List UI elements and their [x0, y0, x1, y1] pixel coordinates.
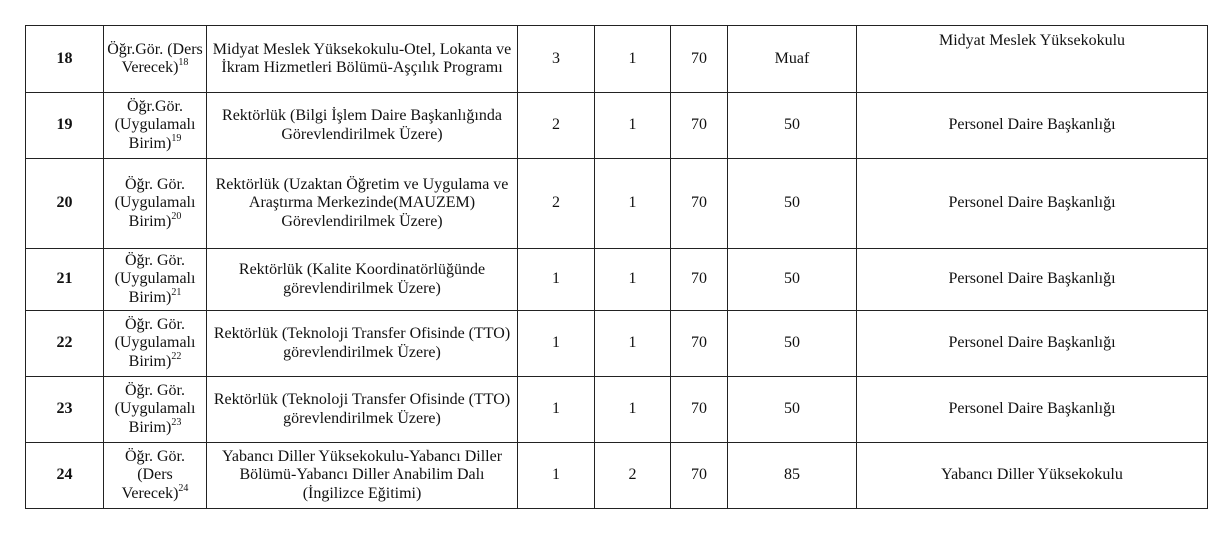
- position-title: [104, 443, 207, 509]
- col-6-value: [728, 26, 857, 93]
- col-5-value-text: 70: [691, 466, 707, 484]
- col-3-value: [518, 249, 595, 311]
- position-title-text: Öğr.Gör. (Uygulamalı Birim): [114, 98, 196, 152]
- footnote-marker: 18: [178, 57, 189, 68]
- row-number-text: 18: [56, 49, 73, 67]
- col-3-value: [518, 311, 595, 377]
- row-number: [26, 93, 104, 159]
- position-title-text: Öğr. Gör. (Ders Verecek): [121, 448, 185, 502]
- unit-description: [207, 443, 518, 509]
- unit-description: [207, 159, 518, 249]
- col-3-value: [518, 159, 595, 249]
- unit-description-text: Midyat Meslek Yüksekokulu-Otel, Lokanta ve İkram Hizmetleri Bölümü-Aşçılık Programı: [212, 40, 512, 76]
- col-5-value: [671, 249, 728, 311]
- col-4-value-text: 2: [628, 466, 637, 484]
- unit-description: [207, 377, 518, 443]
- organization-text: Midyat Meslek Yüksekokulu: [938, 32, 1126, 49]
- organization: [857, 249, 1208, 311]
- col-5-value-text: 70: [691, 400, 707, 418]
- col-3-value: [518, 377, 595, 443]
- organization-text: Personel Daire Başkanlığı: [948, 270, 1116, 288]
- col-3-value-text: 1: [552, 270, 560, 288]
- row-number: [26, 249, 104, 311]
- table-row: [26, 377, 1208, 443]
- col-3-value: [518, 443, 595, 509]
- col-5-value: [671, 159, 728, 249]
- col-4-value: [595, 249, 671, 311]
- organization: [857, 311, 1208, 377]
- unit-description-text: Rektörlük (Bilgi İşlem Daire Başkanlığında Görevlendirilmek Üzere): [222, 107, 502, 143]
- col-5-value-text: 70: [691, 116, 707, 134]
- col-6-value-text: 50: [784, 194, 800, 212]
- row-number: [26, 311, 104, 377]
- organization: [857, 26, 1208, 93]
- footnote-marker: 24: [178, 482, 189, 494]
- col-6-value-text: Muaf: [774, 49, 810, 67]
- col-4-value: [595, 93, 671, 159]
- position-title: [104, 249, 207, 311]
- row-number: [26, 377, 104, 443]
- row-number: [26, 26, 104, 93]
- position-title: [104, 311, 207, 377]
- unit-description-text: Yabancı Diller Yüksekokulu-Yabancı Diller Bölümü-Yabancı Diller Anabilim Dalı (İngilizce Eğitimi): [221, 448, 503, 502]
- col-4-value-text: 1: [628, 49, 637, 67]
- organization-text: Personel Daire Başkanlığı: [948, 116, 1116, 134]
- position-title-text: Öğr. Gör. (Uygulamalı Birim): [114, 382, 196, 436]
- unit-description-text: Rektörlük (Teknoloji Transfer Ofisinde (TTO) görevlendirilmek Üzere): [213, 391, 511, 427]
- organization-text: Personel Daire Başkanlığı: [948, 334, 1116, 352]
- col-5-value-text: 70: [691, 270, 707, 288]
- position-title: [104, 26, 207, 93]
- row-number-text: 22: [56, 334, 73, 352]
- row-number-text: 19: [56, 116, 73, 134]
- unit-description: [207, 26, 518, 93]
- position-title: [104, 159, 207, 249]
- organization: [857, 159, 1208, 249]
- unit-description: [207, 249, 518, 311]
- position-title: [104, 93, 207, 159]
- col-6-value: [728, 93, 857, 159]
- col-5-value: [671, 377, 728, 443]
- col-4-value: [595, 311, 671, 377]
- table-row: [26, 443, 1208, 509]
- col-3-value-text: 1: [552, 400, 560, 418]
- position-title-text: Öğr. Gör. (Uygulamalı Birim): [114, 252, 196, 306]
- position-title: [104, 377, 207, 443]
- col-6-value-text: 50: [784, 334, 800, 352]
- table-row: [26, 311, 1208, 377]
- unit-description: [207, 93, 518, 159]
- positions-table: [25, 25, 1208, 509]
- row-number-text: 20: [56, 194, 73, 212]
- footnote-marker: 22: [171, 350, 182, 362]
- col-6-value: [728, 159, 857, 249]
- col-6-value-text: 50: [784, 116, 800, 134]
- col-5-value: [671, 93, 728, 159]
- table-row: [26, 249, 1208, 311]
- col-4-value: [595, 159, 671, 249]
- col-4-value-text: 1: [628, 400, 637, 418]
- position-title-text: Öğr. Gör. (Uygulamalı Birim): [114, 176, 196, 230]
- col-6-value-text: 50: [784, 270, 800, 288]
- col-5-value: [671, 311, 728, 377]
- col-5-value: [671, 443, 728, 509]
- row-number: [26, 443, 104, 509]
- col-4-value-text: 1: [628, 194, 637, 212]
- col-4-value-text: 1: [628, 116, 637, 134]
- unit-description-text: Rektörlük (Uzaktan Öğretim ve Uygulama ve Araştırma Merkezinde(MAUZEM) Görevlendirilmek Üzere): [215, 176, 509, 230]
- col-3-value: [518, 93, 595, 159]
- row-number: [26, 159, 104, 249]
- col-5-value-text: 70: [691, 49, 707, 67]
- col-6-value: [728, 443, 857, 509]
- row-number-text: 24: [56, 466, 73, 484]
- footnote-marker: 21: [171, 286, 182, 298]
- col-3-value: [518, 26, 595, 93]
- organization-text: Personel Daire Başkanlığı: [948, 194, 1116, 212]
- table-row: [26, 159, 1208, 249]
- col-6-value: [728, 311, 857, 377]
- col-6-value: [728, 249, 857, 311]
- col-4-value-text: 1: [628, 270, 637, 288]
- organization: [857, 93, 1208, 159]
- organization: [857, 443, 1208, 509]
- col-3-value-text: 1: [552, 334, 560, 352]
- footnote-marker: 23: [171, 416, 182, 428]
- col-6-value: [728, 377, 857, 443]
- col-6-value-text: 85: [784, 466, 800, 484]
- col-4-value: [595, 377, 671, 443]
- footnote-marker: 19: [171, 132, 182, 144]
- organization: [857, 377, 1208, 443]
- col-5-value-text: 70: [691, 334, 707, 352]
- col-4-value: [595, 443, 671, 509]
- col-4-value-text: 1: [628, 334, 637, 352]
- table-row: [26, 26, 1208, 93]
- unit-description-text: Rektörlük (Kalite Koordinatörlüğünde görevlendirilmek Üzere): [238, 261, 486, 297]
- row-number-text: 21: [56, 270, 73, 288]
- col-4-value: [595, 26, 671, 93]
- position-title-text: Öğr. Gör. (Uygulamalı Birim): [114, 316, 196, 370]
- row-number-text: 23: [56, 400, 73, 418]
- col-6-value-text: 50: [784, 400, 800, 418]
- col-3-value-text: 1: [552, 466, 560, 484]
- col-5-value-text: 70: [691, 194, 707, 212]
- unit-description-text: Rektörlük (Teknoloji Transfer Ofisinde (TTO) görevlendirilmek Üzere): [213, 325, 511, 361]
- col-3-value-text: 2: [552, 116, 560, 134]
- position-title-text: Öğr.Gör. (Ders Verecek): [107, 40, 203, 76]
- col-3-value-text: 2: [552, 194, 560, 212]
- col-3-value-text: 3: [552, 49, 560, 67]
- organization-text: Yabancı Diller Yüksekokulu: [941, 466, 1123, 484]
- footnote-marker: 20: [171, 210, 182, 222]
- table-row: [26, 93, 1208, 159]
- col-5-value: [671, 26, 728, 93]
- organization-text: Personel Daire Başkanlığı: [948, 400, 1116, 418]
- unit-description: [207, 311, 518, 377]
